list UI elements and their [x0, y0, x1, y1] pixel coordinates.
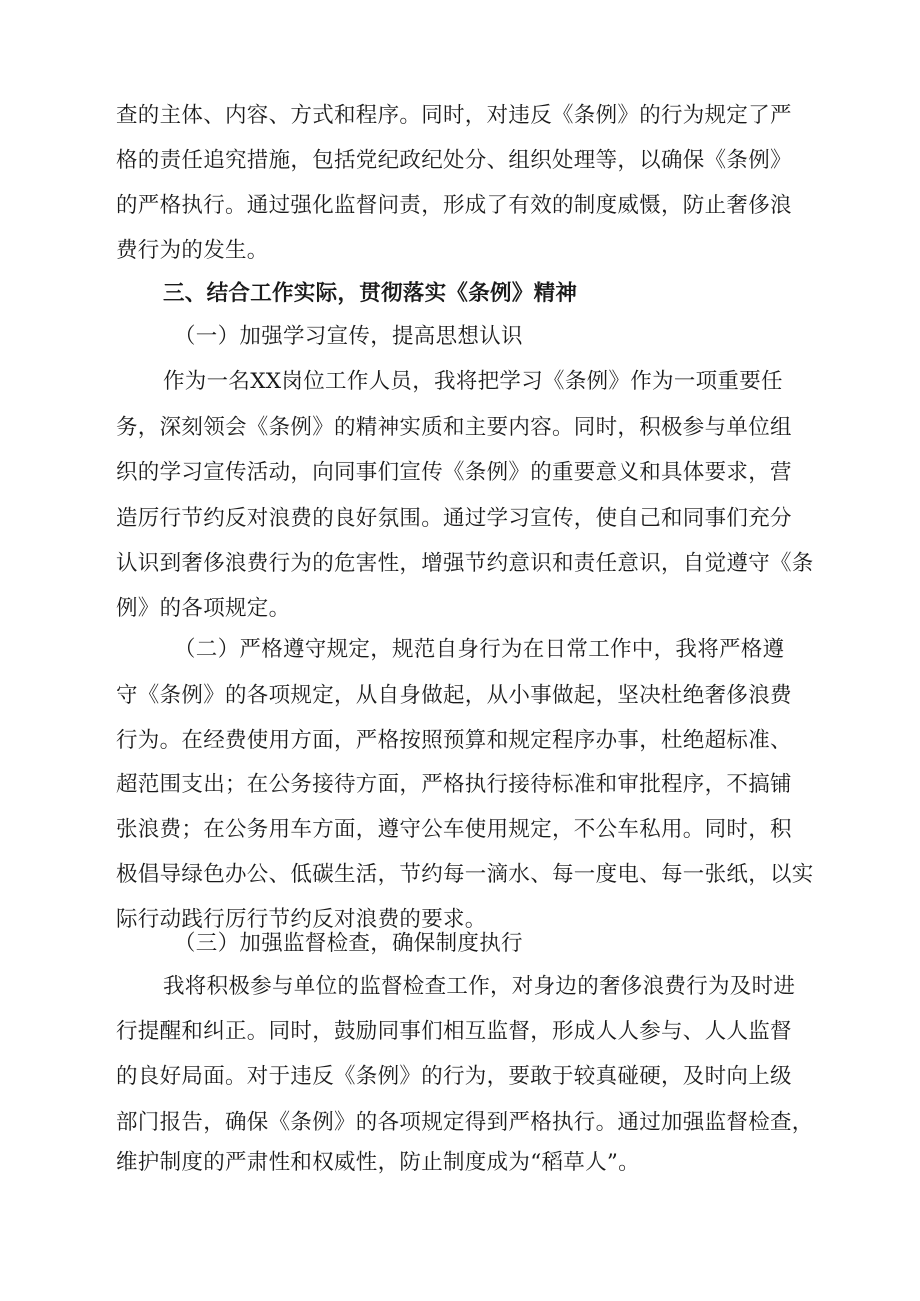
paragraph-line: 务，深刻领会《条例》的精神实质和主要内容。同时，积极参与单位组 [116, 415, 792, 440]
paragraph-line: 认识到奢侈浪费行为的危害性，增强节约意识和责任意识，自觉遵守《条 [116, 551, 814, 576]
paragraph-line: 极倡导绿色办公、低碳生活，节约每一滴水、每一度电、每一张纸，以实 [116, 862, 814, 887]
paragraph-line: 作为一名XX岗位工作人员，我将把学习《条例》作为一项重要任 [163, 369, 783, 394]
paragraph-line: 格的责任追究措施，包括党纪政纪处分、组织处理等，以确保《条例》 [116, 148, 792, 173]
paragraph-line: （二）严格遵守规定，规范自身行为在日常工作中，我将严格遵 [174, 637, 785, 662]
paragraph-line: 张浪费；在公务用车方面，遵守公车使用规定，不公车私用。同时，积 [116, 817, 792, 842]
paragraph-line: 造厉行节约反对浪费的良好氛围。通过学习宣传，使自己和同事们充分 [116, 506, 792, 531]
paragraph-line: 织的学习宣传活动，向同事们宣传《条例》的重要意义和具体要求，营 [116, 460, 792, 485]
section-heading: 三、结合工作实际，贯彻落实《条例》精神 [163, 281, 578, 306]
paragraph-line: 费行为的发生。 [116, 238, 269, 263]
paragraph-line: 部门报告，确保《条例》的各项规定得到严格执行。通过加强监督检查， [116, 1110, 814, 1135]
subsection-title: （一）加强学习宣传，提高思想认识 [174, 324, 523, 349]
paragraph-line: 超范围支出；在公务接待方面，严格执行接待标准和审批程序，不搞铺 [116, 772, 792, 797]
paragraph-line: 的良好局面。对于违反《条例》的行为，要敢于较真碰硬，及时向上级 [116, 1064, 792, 1089]
paragraph-line: 守《条例》的各项规定，从自身做起，从小事做起，坚决杜绝奢侈浪费 [116, 683, 792, 708]
paragraph-line: 行为。在经费使用方面，严格按照预算和规定程序办事，杜绝超标准、 [116, 728, 792, 753]
paragraph-line: 行提醒和纠正。同时，鼓励同事们相互监督，形成人人参与、人人监督 [116, 1019, 792, 1044]
paragraph-line: 例》的各项规定。 [116, 596, 291, 621]
paragraph-line: 查的主体、内容、方式和程序。同时，对违反《条例》的行为规定了严 [116, 103, 792, 128]
paragraph-line: 际行动践行厉行节约反对浪费的要求。 [116, 907, 487, 932]
paragraph-line: 维护制度的严肃性和权威性，防止制度成为“稻草人”。 [116, 1150, 640, 1175]
paragraph-line: 我将积极参与单位的监督检查工作，对身边的奢侈浪费行为及时进 [163, 974, 796, 999]
subsection-title: （三）加强监督检查，确保制度执行 [174, 931, 523, 956]
paragraph-line: 的严格执行。通过强化监督问责，形成了有效的制度威慑，防止奢侈浪 [116, 193, 792, 218]
